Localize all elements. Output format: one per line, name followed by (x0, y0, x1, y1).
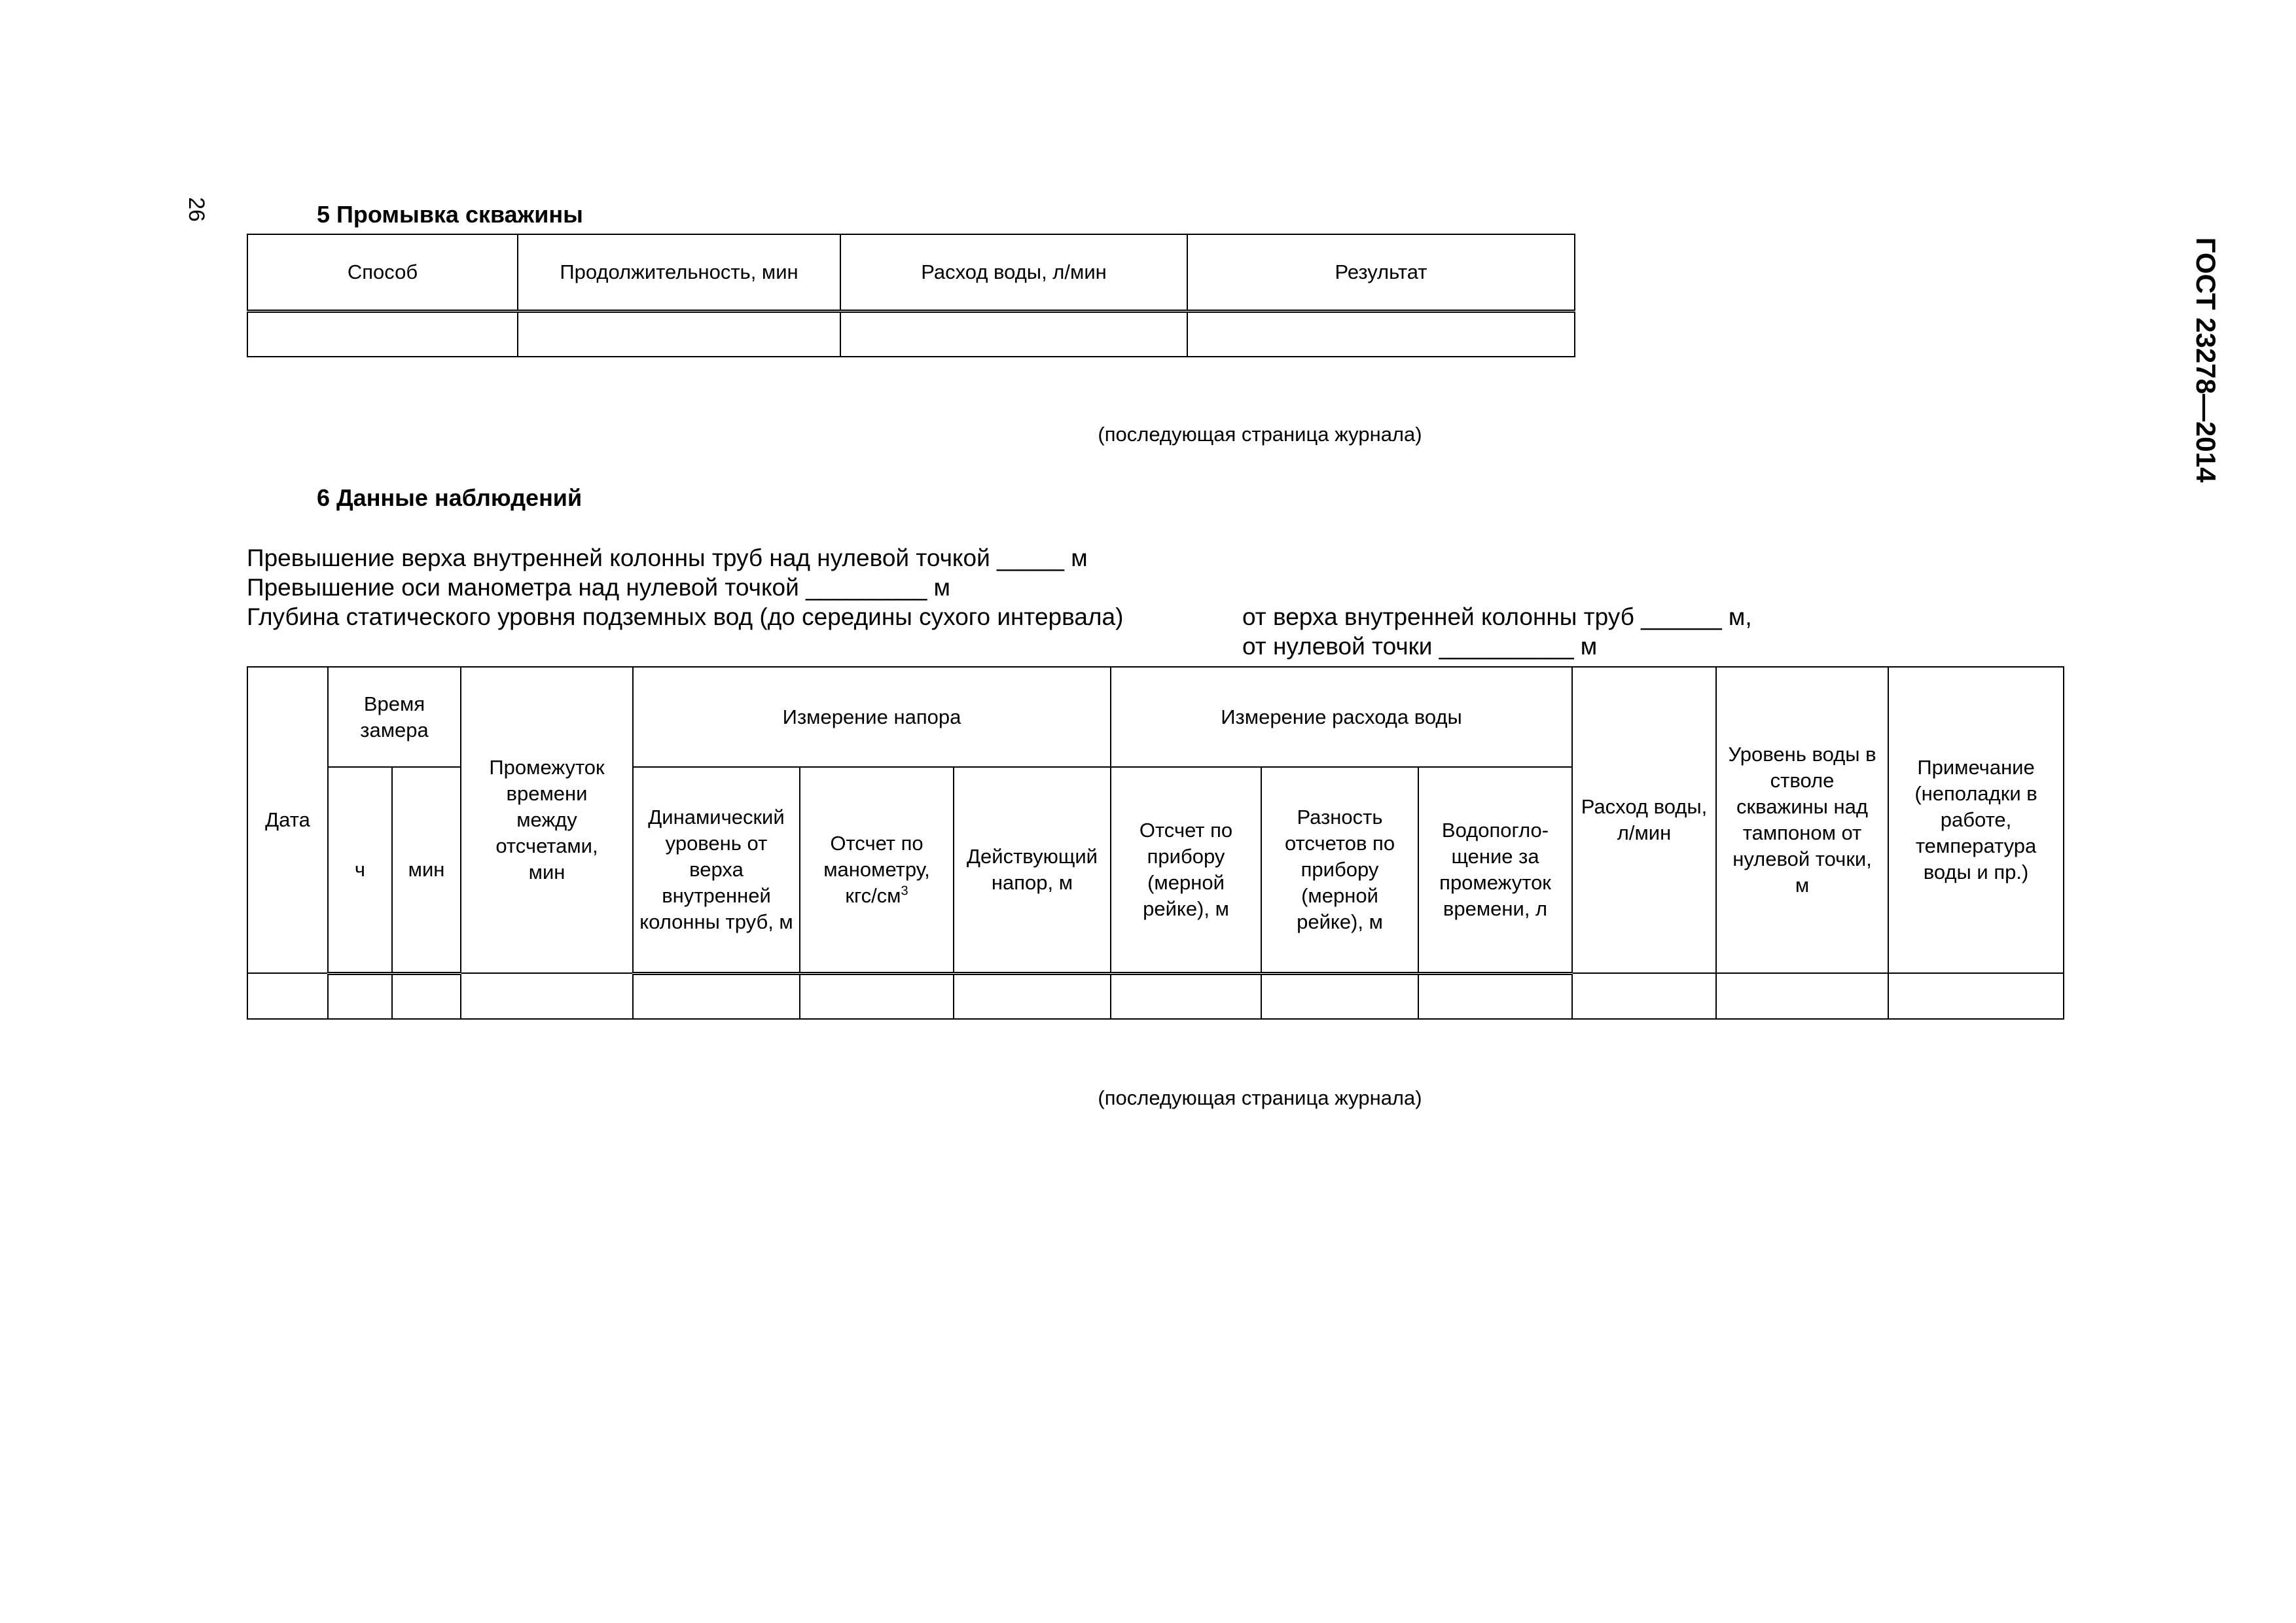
col-hours: ч (328, 767, 392, 973)
cell-empty (247, 311, 518, 357)
cell-empty (1187, 311, 1575, 357)
continuation-note: (последующая страница журнала) (1098, 423, 1422, 446)
col-reading-diff (1261, 767, 1418, 973)
observations-table (247, 666, 2064, 1020)
col-reading-diff-label: Разность отсчетов по прибору (мерной рейке), м (1284, 805, 1395, 933)
col-interval (461, 667, 633, 973)
cell-empty (392, 973, 461, 1019)
col-device-reading (1111, 767, 1261, 973)
text-line: Глубина статического уровня подземных вод (до середины сухого интервала) (247, 603, 1124, 630)
col-manometer-label (812, 830, 942, 909)
cell-empty (461, 973, 633, 1019)
manometer-superscript: 3 (901, 883, 908, 899)
cell-empty (1261, 973, 1418, 1019)
text-line: Превышение верха внутренней колонны труб над нулевой точкой _____ м (247, 544, 1088, 571)
col-flow-group: Измерение расхода воды (1111, 667, 1572, 767)
page-number: 26 (184, 197, 209, 222)
col-water-flow: Расход воды, л/мин (840, 234, 1187, 311)
cell-empty (518, 311, 840, 357)
cell-empty (1111, 973, 1261, 1019)
cell-empty (800, 973, 954, 1019)
col-flow-rate-label: Расход воды, л/мин (1581, 795, 1708, 844)
col-acting-head (954, 767, 1111, 973)
col-method: Способ (247, 234, 518, 311)
col-absorption (1418, 767, 1572, 973)
col-pressure-group: Измерение напора (633, 667, 1111, 767)
flushing-table (247, 234, 1575, 357)
manometer-text: Отсчет по манометру, кгс/см (823, 831, 930, 907)
continuation-note: (последующая страница журнала) (1098, 1086, 1422, 1109)
col-result: Результат (1187, 234, 1575, 311)
col-water-level (1716, 667, 1888, 973)
cell-empty (1572, 973, 1716, 1019)
col-remark (1888, 667, 2064, 973)
cell-empty (1716, 973, 1888, 1019)
cell-empty (840, 311, 1187, 357)
cell-empty (1888, 973, 2064, 1019)
text-line: Превышение оси манометра над нулевой точкой _________ м (247, 574, 950, 601)
text-line: от нулевой точки __________ м (1242, 633, 1598, 660)
col-absorption-label: Водопогло-щение за промежуток времени, л (1439, 818, 1551, 920)
col-time-label: Время замера (360, 692, 429, 741)
col-minutes: мин (392, 767, 461, 973)
cell-empty (328, 973, 392, 1019)
cell-empty (1418, 973, 1572, 1019)
col-interval-label: Промежуток времени между отсчетами, мин (489, 756, 605, 883)
col-flow-rate (1572, 667, 1716, 973)
text-line: от верха внутренней колонны труб ______ м, (1242, 603, 1752, 630)
section5-title: 5 Промывка скважины (317, 201, 583, 228)
cell-empty (633, 973, 800, 1019)
col-time (328, 667, 461, 767)
col-remark-label: Примечание (неполадки в работе, температура воды и пр.) (1914, 756, 2037, 883)
col-acting-head-label: Действующий напор, м (967, 844, 1098, 894)
col-manometer (800, 767, 954, 973)
col-device-reading-label: Отсчет по прибору (мерной рейке), м (1139, 818, 1233, 920)
cell-empty (954, 973, 1111, 1019)
col-dynamic-level (633, 767, 800, 973)
col-duration: Продолжительность, мин (518, 234, 840, 311)
col-dynamic-level-label: Динамический уровень от верха внутренней колонны труб, м (639, 805, 793, 933)
col-date: Дата (247, 667, 328, 973)
section6-title: 6 Данные наблюдений (317, 484, 583, 511)
standard-code: ГОСТ 23278—2014 (2191, 237, 2221, 483)
cell-empty (247, 973, 328, 1019)
col-water-level-label: Уровень воды в стволе скважины над тампоном от нулевой точки, м (1728, 743, 1876, 897)
